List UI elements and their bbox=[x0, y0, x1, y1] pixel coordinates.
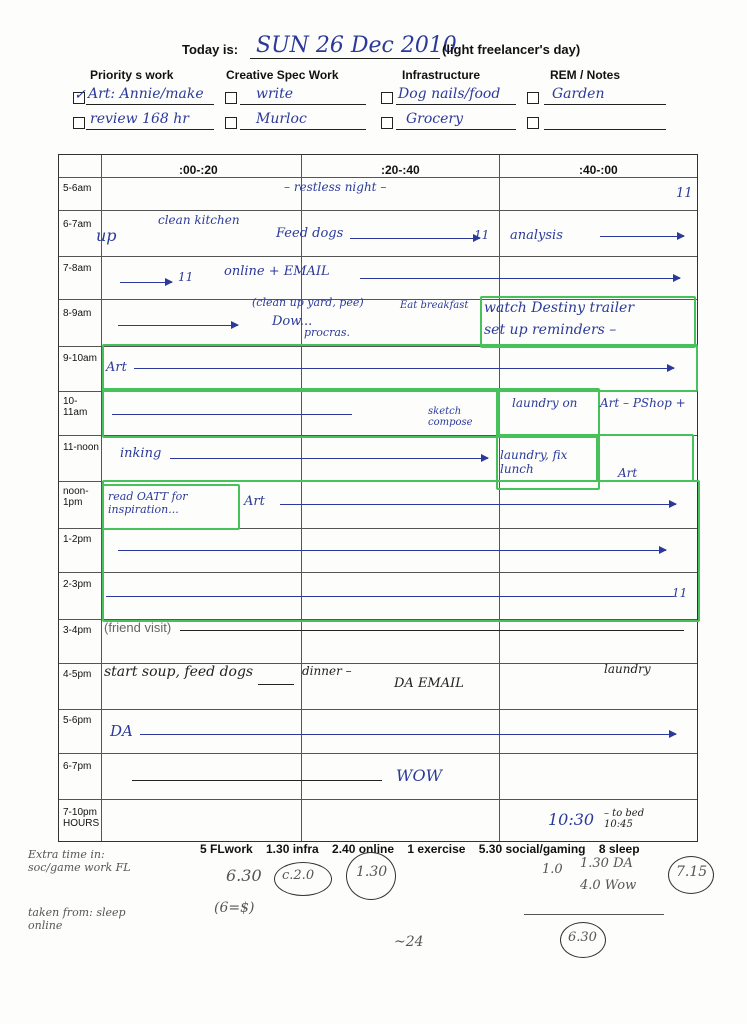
entry-restless: – restless night – bbox=[284, 180, 387, 194]
entry-laundry: laundry bbox=[604, 662, 651, 676]
time-label: 6-7am bbox=[63, 219, 92, 230]
arrow bbox=[140, 734, 676, 735]
entry-dinner: dinner – bbox=[302, 664, 352, 678]
entry-feed-dogs: Feed dogs bbox=[276, 226, 344, 241]
arrow bbox=[170, 458, 488, 459]
note-130: 1.30 bbox=[356, 864, 388, 880]
entry-read-oatt: read OATT for inspiration... bbox=[108, 490, 188, 516]
time-label: 7-8am bbox=[63, 263, 92, 274]
column-header-1: :00-:20 bbox=[179, 163, 218, 177]
task-underline bbox=[86, 104, 214, 105]
category-header-infrastructure: Infrastructure bbox=[402, 68, 481, 82]
note-wow-40: 4.0 Wow bbox=[580, 878, 637, 893]
checkbox-infra-2[interactable] bbox=[381, 117, 393, 129]
entry-to-bed: – to bed 10:45 bbox=[604, 808, 645, 830]
time-label: 7-10pm HOURS bbox=[63, 807, 100, 829]
entry-clean-kitchen: clean kitchen bbox=[158, 213, 240, 227]
arrow bbox=[118, 325, 238, 326]
daily-totals: 5 FLwork 1.30 infra 2.40 online 1 exercise 5.30 social/gaming 8 sleep bbox=[200, 842, 640, 856]
entry-art-pshop: Art – PShop + bbox=[600, 396, 686, 410]
time-label: 11-noon bbox=[63, 442, 99, 453]
arrow bbox=[600, 236, 684, 237]
grid-row-line bbox=[59, 753, 697, 754]
category-header-creative: Creative Spec Work bbox=[226, 68, 339, 82]
line bbox=[112, 414, 352, 415]
time-label: 1-2pm bbox=[63, 534, 92, 545]
arrow bbox=[134, 368, 674, 369]
entry-art2: Art bbox=[618, 466, 638, 480]
task-priority-2: review 168 hr bbox=[90, 111, 189, 127]
column-header-2: :20-:40 bbox=[381, 163, 420, 177]
checkbox-creative-2[interactable] bbox=[225, 117, 237, 129]
line bbox=[180, 630, 684, 631]
note-one-o: 1.0 bbox=[542, 862, 563, 877]
entry-da-email: DA EMAIL bbox=[394, 676, 464, 691]
column-header-3: :40-:00 bbox=[579, 163, 618, 177]
arrow bbox=[350, 238, 480, 239]
today-label: Today is: bbox=[182, 42, 239, 57]
grid-row-line bbox=[59, 256, 697, 257]
entry-ii: 11 bbox=[178, 270, 194, 284]
time-label: 5-6pm bbox=[63, 715, 92, 726]
entry-wow: WOW bbox=[396, 766, 443, 785]
day-type-label: (light freelancer's day) bbox=[442, 42, 581, 57]
time-label: 5-6am bbox=[63, 183, 92, 194]
task-creative-1: write bbox=[256, 86, 294, 102]
entry-da: DA bbox=[110, 722, 133, 740]
entry-feed-dogs-end: 11 bbox=[474, 228, 490, 242]
entry-dow: Dow... bbox=[272, 314, 313, 329]
entry-1030: 10:30 bbox=[548, 810, 595, 829]
note-24: ~24 bbox=[394, 934, 424, 950]
time-label: 3-4pm bbox=[63, 625, 92, 636]
entry-end-11: 11 bbox=[672, 586, 688, 600]
line bbox=[106, 596, 674, 597]
entry-inking: inking bbox=[120, 446, 162, 461]
entry-online-email: online + EMAIL bbox=[224, 264, 330, 279]
line bbox=[132, 780, 382, 781]
note-da-130: 1.30 DA bbox=[580, 856, 633, 871]
task-priority-1: Art: Annie/make bbox=[88, 86, 204, 102]
checkbox-notes-1[interactable] bbox=[527, 92, 539, 104]
task-underline bbox=[396, 129, 516, 130]
task-underline bbox=[544, 104, 666, 105]
grid-row-line bbox=[59, 210, 697, 211]
grid-row-line bbox=[59, 799, 697, 800]
checkbox-creative-1[interactable] bbox=[225, 92, 237, 104]
arrow bbox=[280, 504, 676, 505]
grid-row-line bbox=[59, 177, 697, 178]
highlight-box bbox=[596, 434, 694, 482]
date-handwritten: SUN 26 Dec 2010 bbox=[256, 33, 457, 58]
note-six-dollar: (6=$) bbox=[214, 900, 255, 916]
time-label: 10- 11am bbox=[63, 396, 88, 418]
task-creative-2: Murloc bbox=[256, 111, 307, 127]
category-header-priority: Priority s work bbox=[90, 68, 174, 82]
time-label: 6-7pm bbox=[63, 761, 92, 772]
task-underline bbox=[240, 129, 366, 130]
task-infra-1: Dog nails/food bbox=[398, 86, 501, 102]
time-label: 8-9am bbox=[63, 308, 92, 319]
category-header-rem-notes: REM / Notes bbox=[550, 68, 621, 82]
note-630: 6.30 bbox=[226, 866, 262, 885]
entry-restless-end: 11 bbox=[676, 186, 693, 201]
entry-set-up-reminders: set up reminders – bbox=[484, 322, 617, 338]
arrow bbox=[118, 550, 666, 551]
arrow bbox=[360, 278, 680, 279]
entry-laundry-on: laundry on bbox=[512, 396, 578, 410]
task-underline bbox=[240, 104, 366, 105]
line bbox=[524, 914, 664, 915]
task-underline bbox=[86, 129, 214, 130]
note-630b: 6.30 bbox=[568, 930, 597, 945]
time-label: 9-10am bbox=[63, 353, 97, 364]
note-715: 7.15 bbox=[676, 864, 708, 880]
checkbox-notes-2[interactable] bbox=[527, 117, 539, 129]
checkbox-priority-1[interactable]: ✓ bbox=[74, 87, 86, 103]
note-c20: c.2.0 bbox=[282, 868, 315, 883]
time-label: 4-5pm bbox=[63, 669, 92, 680]
time-label: noon- 1pm bbox=[63, 486, 89, 508]
entry-cleanup-yard: (clean up yard, pee) bbox=[252, 296, 364, 309]
date-underline bbox=[250, 58, 440, 59]
entry-art: Art bbox=[106, 360, 127, 375]
note-extra-time: Extra time in: soc/game work FL bbox=[28, 848, 131, 874]
entry-friend-visit: (friend visit) bbox=[104, 620, 172, 635]
checkbox-infra-1[interactable] bbox=[381, 92, 393, 104]
entry-eat-breakfast: Eat breakfast bbox=[400, 300, 469, 311]
entry-watch-destiny: watch Destiny trailer bbox=[484, 300, 635, 316]
note-taken-from: taken from: sleep online bbox=[28, 906, 126, 932]
entry-analysis: analysis bbox=[510, 228, 563, 243]
task-underline bbox=[396, 104, 516, 105]
checkbox-priority-2[interactable] bbox=[73, 117, 85, 129]
grid-row-line bbox=[59, 709, 697, 710]
entry-procras: procras. bbox=[304, 326, 351, 339]
note-1: Garden bbox=[552, 86, 605, 102]
entry-start-soup: start soup, feed dogs bbox=[104, 664, 254, 680]
task-infra-2: Grocery bbox=[406, 111, 464, 127]
task-underline bbox=[544, 129, 666, 130]
entry-sketch-compose: sketch compose bbox=[428, 406, 473, 428]
arrow bbox=[120, 282, 172, 283]
entry-up: up bbox=[96, 226, 117, 245]
time-label: 2-3pm bbox=[63, 579, 92, 590]
line bbox=[258, 684, 294, 685]
entry-laundry-fix-lunch: laundry, fix lunch bbox=[500, 448, 568, 476]
entry-art3: Art bbox=[244, 494, 265, 509]
